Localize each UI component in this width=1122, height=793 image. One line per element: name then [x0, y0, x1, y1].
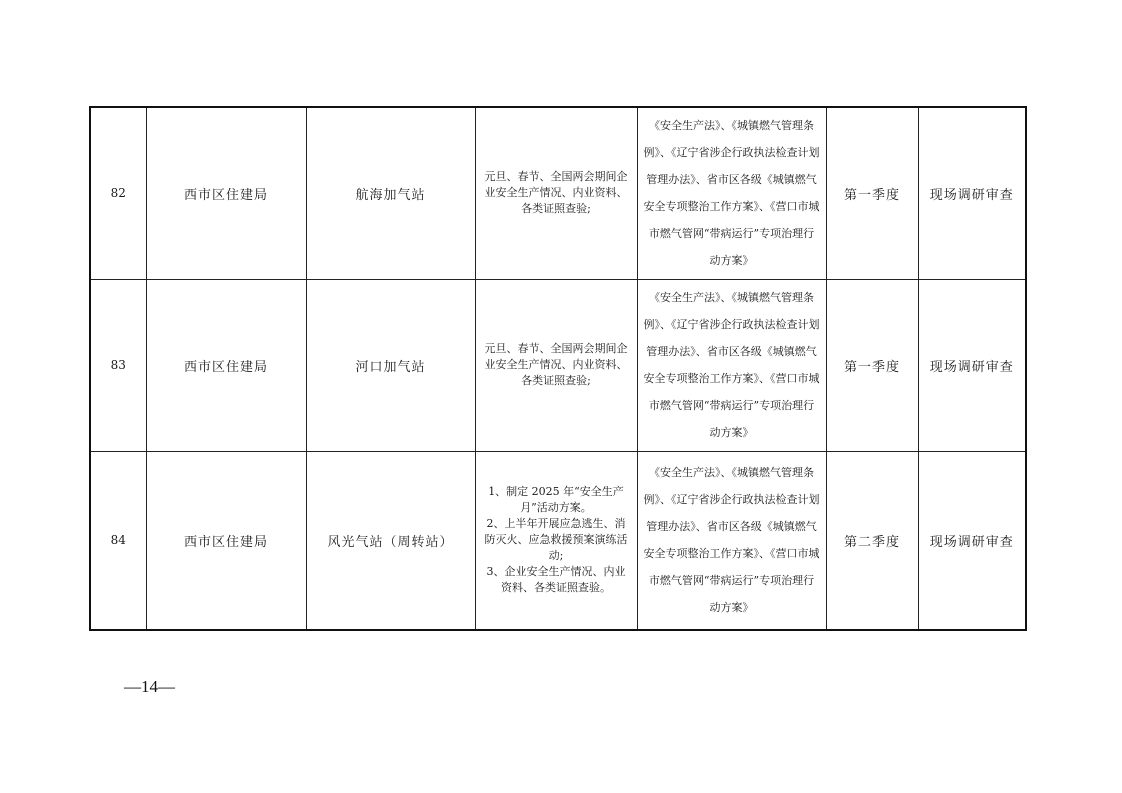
- inspection-plan-table: [89, 106, 1027, 631]
- row-number: 84: [90, 451, 146, 630]
- content-item: 1、制定 2025 年“安全生产月”活动方案。: [488, 485, 624, 515]
- inspection-method: 现场调研审查: [918, 107, 1026, 279]
- legal-basis: 《安全生产法》、《城镇燃气管理条例》、《辽宁省涉企行政执法检查计划管理办法》、省市区各级《城镇燃气安全专项整治工作方案》、《营口市城市燃气管网“带病运行”专项治理行动方案》: [637, 107, 826, 279]
- inspected-site: 航海加气站: [306, 107, 475, 279]
- inspecting-unit: 西市区住建局: [146, 279, 306, 451]
- inspection-content: [475, 451, 637, 630]
- row-number: 82: [90, 107, 146, 279]
- inspected-site: 河口加气站: [306, 279, 475, 451]
- table-row: [90, 451, 1026, 630]
- inspection-content: 元旦、春节、全国两会期间企业安全生产情况、内业资料、各类证照查验;: [475, 279, 637, 451]
- page-number: —14—: [124, 677, 175, 696]
- inspecting-unit: 西市区住建局: [146, 107, 306, 279]
- content-item: 3、企业安全生产情况、内业资料、各类证照查验。: [486, 565, 626, 595]
- table-row: [90, 107, 1026, 279]
- table-row: [90, 279, 1026, 451]
- inspection-quarter: 第一季度: [826, 279, 918, 451]
- content-item: 2、上半年开展应急逃生、消防灭火、应急救援预案演练活动;: [484, 517, 628, 563]
- inspection-content: 元旦、春节、全国两会期间企业安全生产情况、内业资料、各类证照查验;: [475, 107, 637, 279]
- inspected-site: 风光气站（周转站）: [306, 451, 475, 630]
- inspection-quarter: 第二季度: [826, 451, 918, 630]
- inspection-method: 现场调研审查: [918, 279, 1026, 451]
- legal-basis: 《安全生产法》、《城镇燃气管理条例》、《辽宁省涉企行政执法检查计划管理办法》、省市区各级《城镇燃气安全专项整治工作方案》、《营口市城市燃气管网“带病运行”专项治理行动方案》: [637, 279, 826, 451]
- inspecting-unit: 西市区住建局: [146, 451, 306, 630]
- inspection-quarter: 第一季度: [826, 107, 918, 279]
- inspection-method: 现场调研审查: [918, 451, 1026, 630]
- row-number: 83: [90, 279, 146, 451]
- legal-basis: 《安全生产法》、《城镇燃气管理条例》、《辽宁省涉企行政执法检查计划管理办法》、省市区各级《城镇燃气安全专项整治工作方案》、《营口市城市燃气管网“带病运行”专项治理行动方案》: [637, 451, 826, 630]
